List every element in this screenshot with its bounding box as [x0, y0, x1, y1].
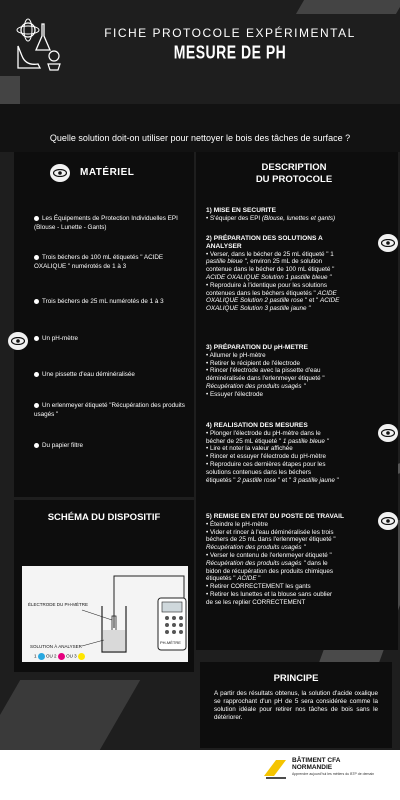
principe-text: A partir des résultats obtenus, la solution d'acide oxalique se rapprochant d'un pH de 5 sera considérée comme la solution idéale pour retirer nos tâches de bois sans le détériorer.	[214, 690, 378, 721]
logo-icon	[262, 756, 288, 780]
page-title: FICHE PROTOCOLE EXPÉRIMENTAL	[104, 26, 356, 40]
list-item: Trois béchers de 25 mL numérotés de 1 à 3	[34, 298, 194, 307]
background-stripe	[0, 680, 140, 750]
schema-diagram	[22, 566, 188, 662]
schema-title: SCHÉMA DU DISPOSITIF	[47, 512, 161, 523]
description-title: DESCRIPTION DU PROTOCOLE	[255, 162, 333, 185]
question-banner	[0, 104, 400, 152]
eye-icon[interactable]	[8, 332, 28, 350]
background-stripe	[296, 0, 400, 14]
footer-logo-text: BÂTIMENT CFA NORMANDIE	[292, 757, 341, 771]
list-item: Un pH-mètre	[34, 335, 194, 344]
materiel-title: MATÉRIEL	[80, 167, 135, 178]
question-text: Quelle solution doit-on utiliser pour nettoyer le bois des tâches de surface ?	[49, 133, 351, 143]
bullet-icon	[34, 372, 39, 377]
eye-icon[interactable]	[50, 164, 70, 182]
section-remise-en-etat: 5) REMISE EN ETAT DU POSTE DE TRAVAIL • Éteindre le pH-mètre • Vider et rincer à l'eau déminéralisée les trois béchers de 25 mL dans l'erlenmeyer étiqueté " Récupération des produits usagés " • Verser le contenu de l'erlenmeyer étiqueté " Récupération des produits usagés " dans le bidon de récupération des produits chimiques étiquetés " ACIDE " • Retirer CORRECTEMENT les gants • Retirer les lunettes et la blouse sans oublier de se les replier CORRECTEMENT	[206, 513, 344, 606]
bullet-icon	[34, 216, 39, 221]
page-subtitle: MESURE DE PH	[173, 41, 287, 63]
bullet-icon	[34, 443, 39, 448]
eye-icon[interactable]	[378, 512, 398, 530]
label-ph-metre: PH-MÈTRE	[160, 640, 181, 645]
list-item: Les Équipements de Protection Individuelles EPI (Blouse - Lunette - Gants)	[34, 215, 178, 231]
eye-icon[interactable]	[378, 234, 398, 252]
background-stripe	[0, 76, 20, 104]
header-logo	[10, 16, 62, 72]
solution-legend: 1 OU 2 OU 3	[34, 653, 85, 660]
bullet-icon	[34, 255, 39, 260]
list-item: Une pissette d'eau déminéralisée	[34, 371, 194, 380]
list-item: Trois béchers de 100 mL étiquetés " ACIDE OXALIQUE " numérotés de 1 à 3	[34, 254, 164, 270]
section-mise-en-securite: 1) MISE EN SECURITE • S'équiper des EPI (Blouse, lunettes et gants)	[206, 207, 336, 222]
blue-dot-icon	[38, 653, 45, 660]
eye-icon[interactable]	[378, 424, 398, 442]
bullet-icon	[34, 403, 39, 408]
section-preparation-solutions: 2) PRÉPARATION DES SOLUTIONS A ANALYSER • Verser, dans le bécher de 25 mL étiqueté " 1 pastille bleue ", environ 25 mL de solution contenue dans le bécher de 100 mL étiqueté " ACIDE OXALIQUE Solution 1 pastille bleue " • Reproduire à l'identique pour les solutions contenues dans les béchers étiquetés " ACIDE OXALIQUE Solution 2 pastille rose " et " ACIDE OXALIQUE Solution 3 pastille jaune "	[206, 235, 340, 313]
bullet-icon	[34, 299, 39, 304]
footer-logo-tagline: Apprendre aujourd'hui les métiers du BTP de demain	[292, 772, 375, 776]
section-preparation-ph-metre: 3) PRÉPARATION DU pH-METRE • Allumer le pH-mètre • Retirer le récipient de l'électrode • Rincer l'électrode avec la pissette d'eau déminéralisée dans l'erlenmeyer étiqueté " Récupération des produits usagés " • Essuyer l'électrode	[206, 344, 325, 398]
bullet-icon	[34, 336, 39, 341]
pink-dot-icon	[58, 653, 65, 660]
yellow-dot-icon	[78, 653, 85, 660]
principe-title: PRINCIPE	[273, 673, 319, 684]
label-electrode: ÉLECTRODE DU PH-MÈTRE	[28, 602, 89, 607]
list-item: Du papier filtre	[34, 442, 194, 451]
list-item: Un erlenmeyer étiqueté "Récupération des produits usagés "	[34, 402, 185, 418]
section-realisation-mesures: 4) REALISATION DES MESURES • Plonger l'électrode du pH-mètre dans le bécher de 25 mL étiqueté " 1 pastille bleue " • Lire et noter la valeur affichée • Rincer et essuyer l'électrode du pH-mètre • Reproduire ces dernières étapes pour les solutions contenues dans les béchers étiquetés " 2 pastille rose " et " 3 pastille jaune "	[206, 422, 339, 484]
label-solution: SOLUTION À ANALYSER	[30, 644, 82, 649]
